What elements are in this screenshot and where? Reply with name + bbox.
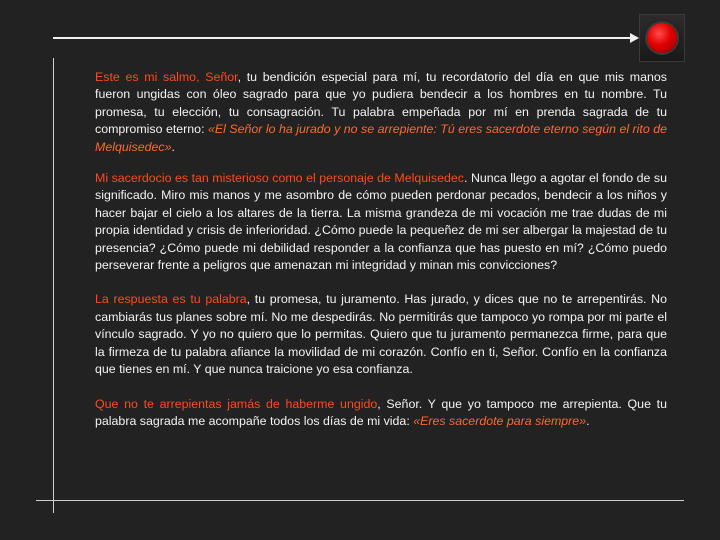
arrow-right-icon — [630, 33, 639, 43]
paragraph-1-highlight: Este es mi salmo, Señor — [95, 70, 238, 84]
text-body — [95, 69, 667, 430]
paragraph-3-highlight: La respuesta es tu palabra — [95, 292, 247, 307]
paragraph-1-text: , tu bendición especial para mí, tu recordatorio del día en que mis manos fueron ungidas con óleo sagrado para que yo pudiera bendecir a los hombres en tu nombre. Tu promesa, tu elección, tu consagración. Tu palabra empeñada por mí en prenda sagrada de tu compromiso eterno: — [95, 70, 667, 137]
bottom-divider-line — [36, 500, 684, 501]
paragraph-4-tail: . — [586, 413, 590, 428]
paragraph-1-quote: «El Señor lo ha jurado y no se arrepiente: Tú eres sacerdote eterno según el rito de Melquisedec» — [95, 122, 668, 154]
paragraph-2 — [95, 170, 667, 274]
paragraph-2-text: . Nunca llego a agotar el fondo de su significado. Miro mis manos y me asombro de cómo pueden perdonar pecados, bendecir a los niños y hacer bajar el cielo a los altares de la tierra. La misma grandeza de mi vocación me trae dudas de mi propia identidad y crisis de inferioridad. ¿Cómo puede la pequeñez de mi ser albergar la majestad de tu presencia? ¿Cómo puede mi debilidad responder a la confianza que has puesto en mí? ¿Cómo puedo perseverar frente a peligros que amenazan mi integridad y minan mis convicciones? — [95, 171, 667, 273]
paragraph-4-highlight: Que no te arrepientas jamás de haberme ungido — [95, 396, 378, 411]
paragraph-2-highlight: Mi sacerdocio es tan misterioso como el personaje de Melquisedec — [95, 171, 464, 186]
top-arrow-line — [53, 37, 633, 39]
record-dot-icon — [647, 23, 677, 53]
paragraph-1 — [95, 69, 667, 156]
paragraph-3-text: , tu promesa, tu juramento. Has jurado, y dices que no te arrepentirás. No cambiarás tus planes sobre mí. No me despedirás. No permitirás que tampoco yo rompa por mi parte el vínculo sagrado. Y yo no quiero que lo permitas. Quiero que tu juramento permanezca firme, para que la firmeza de tu palabra afiance la movilidad de mi corazón. Confío en ti, Señor. Confío en la confianza que tienes en mí. Y que nunca traicione yo esa confianza. — [95, 292, 667, 377]
paragraph-4 — [95, 396, 667, 431]
paragraph-4-text: , Señor. Y que yo tampoco me arrepienta. Que tu palabra sagrada me acompañe todos los días de mi vida: — [95, 396, 667, 428]
record-button[interactable] — [639, 14, 685, 62]
paragraph-3 — [95, 291, 667, 378]
paragraph-4-quote: «Eres sacerdote para siempre» — [413, 413, 587, 428]
paragraph-1-tail: . — [171, 139, 175, 154]
left-divider-line — [53, 58, 54, 513]
